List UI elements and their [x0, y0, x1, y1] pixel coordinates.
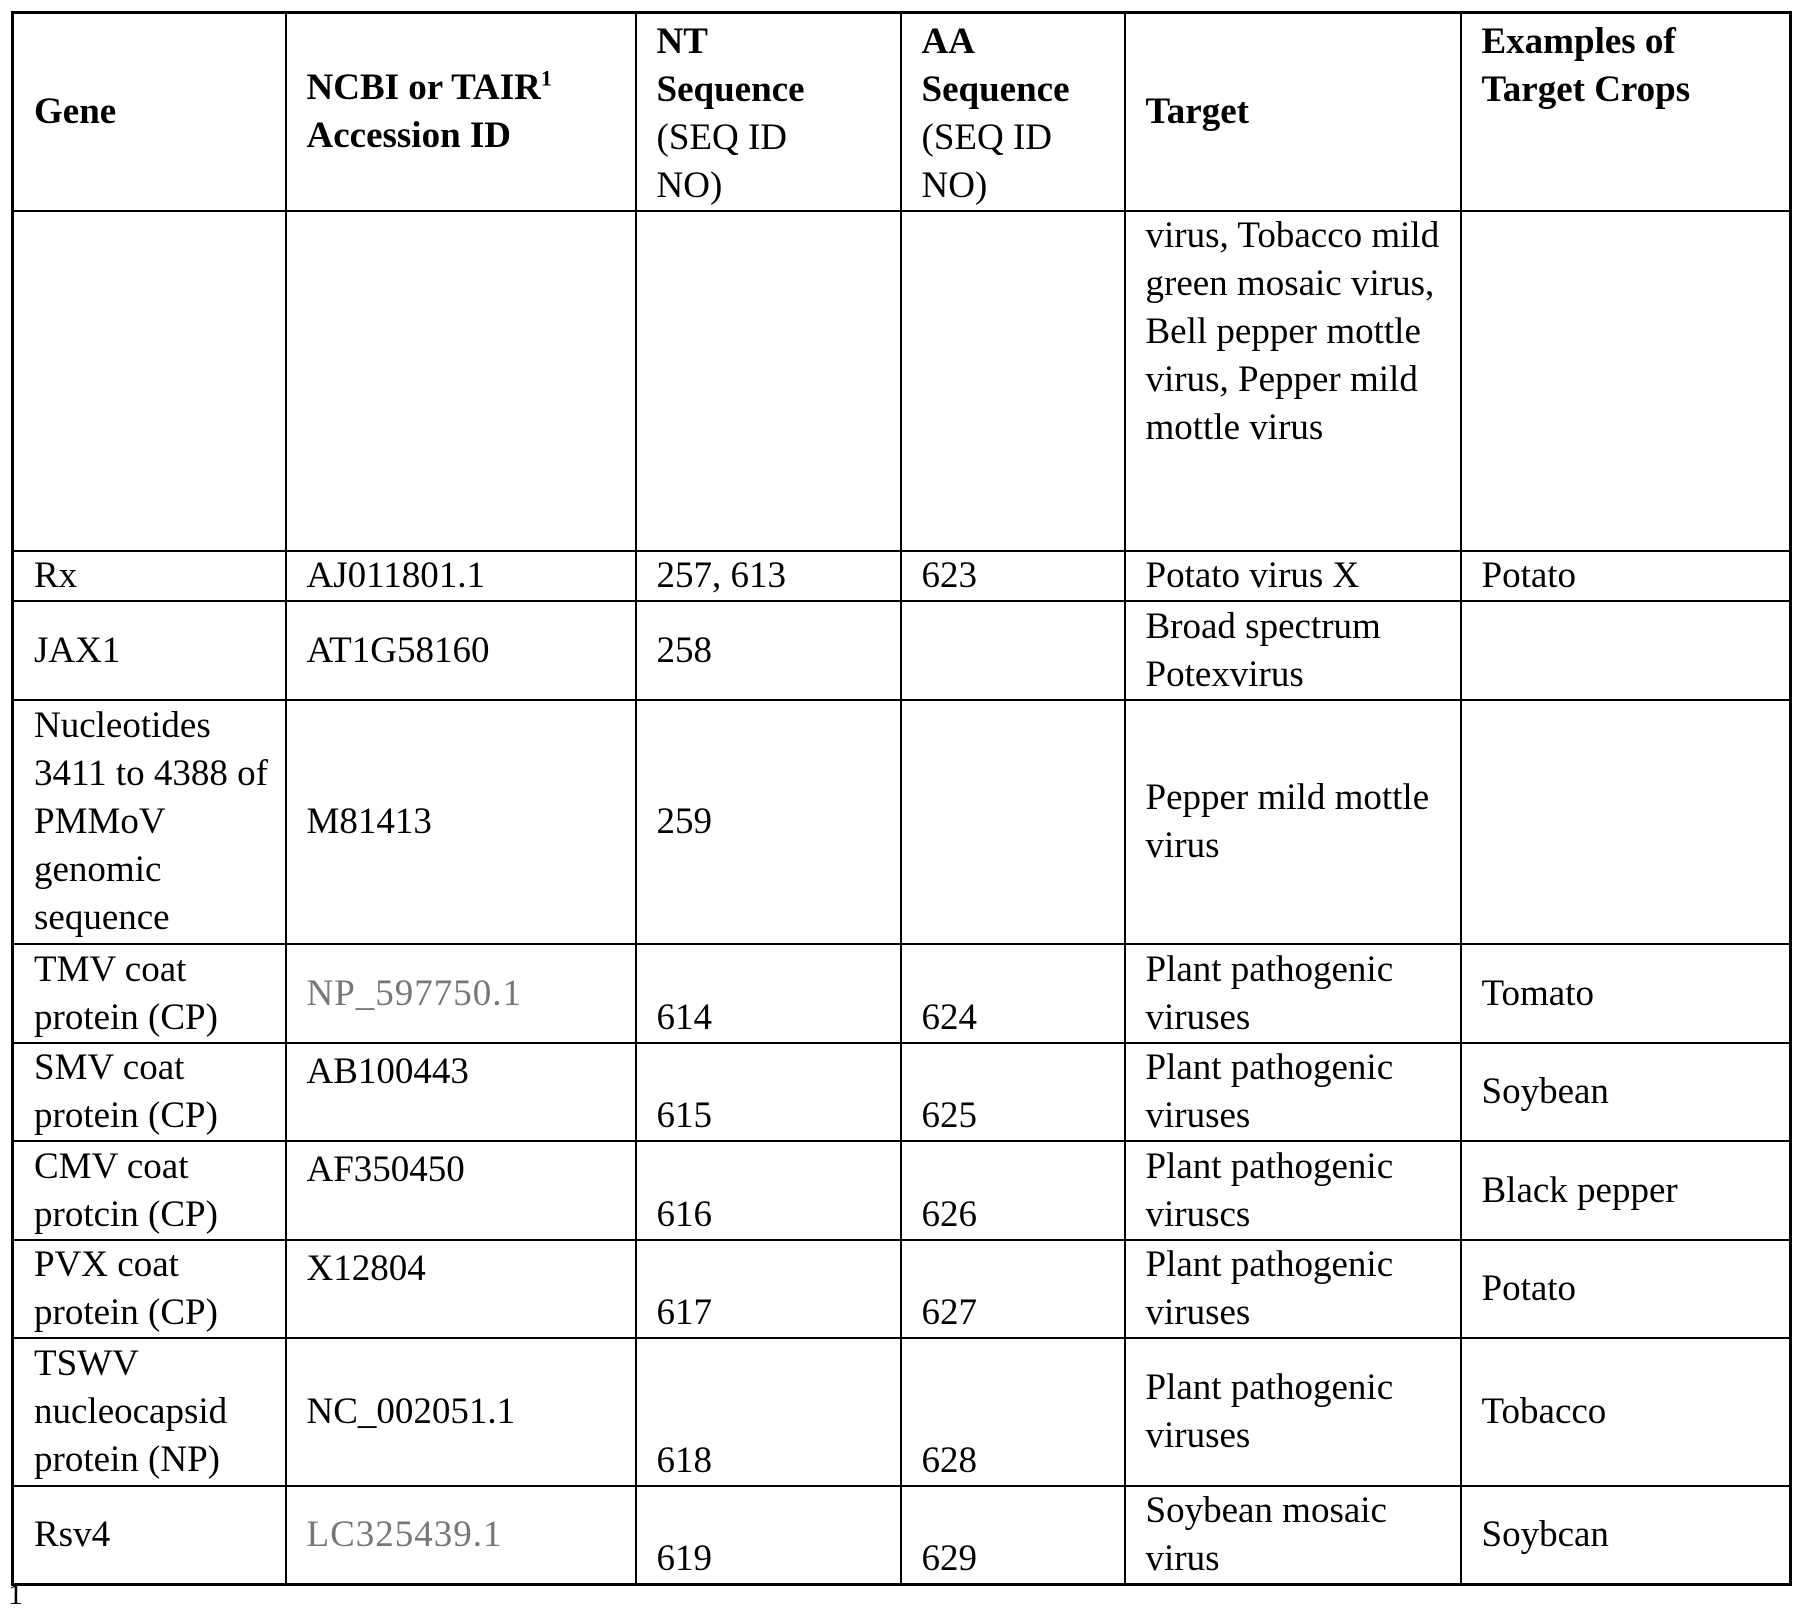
- cell-aa: 627: [901, 1240, 1125, 1338]
- cell-crops: Soybean: [1461, 1043, 1791, 1141]
- cell-gene: TSWV nucleocapsid protein (NP): [13, 1338, 286, 1486]
- cell-accession: X12804: [286, 1240, 636, 1338]
- header-crops-line: Examples of: [1482, 21, 1676, 62]
- cell-target: Plant pathogenic viruses: [1125, 1043, 1461, 1141]
- cell-accession: LC325439.1: [286, 1486, 636, 1585]
- cell-gene: Rx: [13, 551, 286, 601]
- cell-nt: 616: [636, 1141, 901, 1240]
- cell-crops: [1461, 700, 1791, 944]
- cell-aa: 629: [901, 1486, 1125, 1585]
- table-row: [13, 1338, 1791, 1486]
- cell-accession: M81413: [286, 700, 636, 944]
- header-aa-line: Sequence: [922, 69, 1070, 110]
- cell-gene: TMV coat protein (CP): [13, 944, 286, 1043]
- header-accession: [286, 13, 636, 212]
- cell-gene: CMV coat protcin (CP): [13, 1141, 286, 1240]
- header-crops: [1461, 13, 1791, 212]
- cell-target: Plant pathogenic viruses: [1125, 944, 1461, 1043]
- cell-accession: AT1G58160: [286, 601, 636, 700]
- cell-aa: [901, 700, 1125, 944]
- footnote-ref: 1: [541, 66, 552, 91]
- header-aa-line: NO): [922, 165, 988, 206]
- cell-crops: Black pepper: [1461, 1141, 1791, 1240]
- cell-target: Plant pathogenic viruses: [1125, 1338, 1461, 1486]
- cell-nt: 259: [636, 700, 901, 944]
- cell-accession: [286, 211, 636, 551]
- cell-accession: AJ011801.1: [286, 551, 636, 601]
- header-row: [13, 13, 1791, 212]
- table-row: [13, 944, 1791, 1043]
- cell-gene: PVX coat protein (CP): [13, 1240, 286, 1338]
- cell-gene: JAX1: [13, 601, 286, 700]
- cell-nt: 258: [636, 601, 901, 700]
- cell-target: Broad spectrum Potexvirus: [1125, 601, 1461, 700]
- table-row: [13, 1240, 1791, 1338]
- header-nt-line: NT: [657, 21, 708, 62]
- cell-accession: NP_597750.1: [286, 944, 636, 1043]
- table-row: [13, 1043, 1791, 1141]
- cell-aa: [901, 211, 1125, 551]
- cell-target: Potato virus X: [1125, 551, 1461, 601]
- header-aa-line: AA: [922, 21, 975, 62]
- cell-target: Plant pathogenic viruses: [1125, 1240, 1461, 1338]
- cell-aa: 624: [901, 944, 1125, 1043]
- cell-gene: SMV coat protein (CP): [13, 1043, 286, 1141]
- cell-crops: Tomato: [1461, 944, 1791, 1043]
- cell-accession: NC_002051.1: [286, 1338, 636, 1486]
- cell-accession: AB100443: [286, 1043, 636, 1141]
- table-row: [13, 1486, 1791, 1585]
- cell-accession: AF350450: [286, 1141, 636, 1240]
- table-row: [13, 551, 1791, 601]
- header-nt-line: NO): [657, 165, 723, 206]
- table-row: [13, 211, 1791, 551]
- cell-gene: Rsv4: [13, 1486, 286, 1585]
- header-crops-line: Target Crops: [1482, 69, 1691, 110]
- header-nt: [636, 13, 901, 212]
- cell-nt: [636, 211, 901, 551]
- header-accession-label-2: Accession ID: [307, 115, 512, 156]
- cell-crops: [1461, 601, 1791, 700]
- cell-crops: Tobacco: [1461, 1338, 1791, 1486]
- cell-crops: Potato: [1461, 551, 1791, 601]
- header-accession-label: NCBI or TAIR: [307, 67, 541, 108]
- cell-nt: 614: [636, 944, 901, 1043]
- header-aa-line: (SEQ ID: [922, 117, 1053, 158]
- cell-nt: 617: [636, 1240, 901, 1338]
- cell-nt: 619: [636, 1486, 901, 1585]
- cell-aa: 628: [901, 1338, 1125, 1486]
- cell-target: Plant pathogenic viruscs: [1125, 1141, 1461, 1240]
- cell-crops: Soybcan: [1461, 1486, 1791, 1585]
- cell-gene: [13, 211, 286, 551]
- table-row: [13, 1141, 1791, 1240]
- header-gene: Gene: [13, 13, 286, 212]
- cell-target: Pepper mild mottle virus: [1125, 700, 1461, 944]
- footnote-marker: 1: [8, 1580, 23, 1610]
- cell-aa: 625: [901, 1043, 1125, 1141]
- table-row: [13, 601, 1791, 700]
- cell-gene: Nucleotides 3411 to 4388 of PMMoV genomic sequence: [13, 700, 286, 944]
- cell-nt: 257, 613: [636, 551, 901, 601]
- cell-aa: 626: [901, 1141, 1125, 1240]
- cell-target: Soybean mosaic virus: [1125, 1486, 1461, 1585]
- gene-table: [11, 11, 1792, 1586]
- header-nt-line: Sequence: [657, 69, 805, 110]
- cell-target: virus, Tobacco mild green mosaic virus, Bell pepper mottle virus, Pepper mild mottle virus: [1125, 211, 1461, 551]
- cell-nt: 615: [636, 1043, 901, 1141]
- cell-aa: 623: [901, 551, 1125, 601]
- header-aa: [901, 13, 1125, 212]
- table-row: [13, 700, 1791, 944]
- header-target: Target: [1125, 13, 1461, 212]
- cell-nt: 618: [636, 1338, 901, 1486]
- cell-crops: Potato: [1461, 1240, 1791, 1338]
- cell-aa: [901, 601, 1125, 700]
- header-nt-line: (SEQ ID: [657, 117, 788, 158]
- cell-crops: [1461, 211, 1791, 551]
